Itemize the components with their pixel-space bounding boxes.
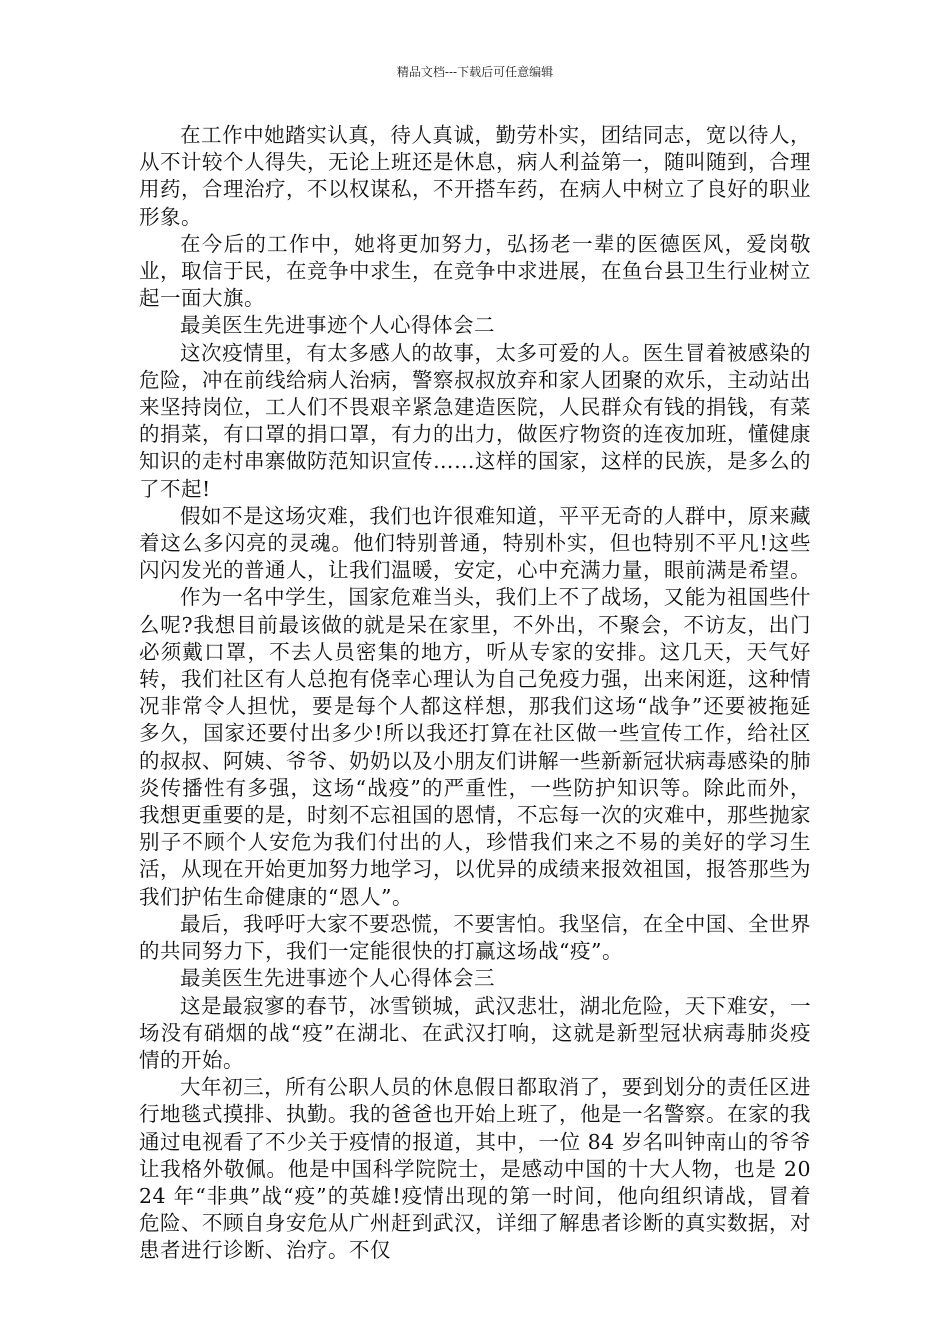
paragraph-zhong-nanshan: 大年初三，所有公职人员的休息假日都取消了，要到划分的责任区进行地毯式摸排、执勤。我的爸爸也开始上班了，他是一名警察。在家的我通过电视看了不少关于疫情的报道，其中，一位 84 岁名叫钟南山的爷爷让我格外敬佩。他是中国科学院院士，是感动中国的十大人物，也是 2024 年“非典”战“疫”的英雄!疫情出现的第一时间，他向组织请战，冒着危险、不顾自身安危从广州赶到武汉，详细了解患者诊断的真实数据，对患者进行诊断、治疗。不仅 bbox=[139, 1075, 811, 1263]
document-body bbox=[139, 122, 811, 1265]
paragraph-future-work: 在今后的工作中，她将更加努力，弘扬老一辈的医德医风，爱岗敬业，取信于民，在竞争中求生，在竞争中求进展，在鱼台县卫生行业树立起一面大旗。 bbox=[139, 231, 811, 311]
section-heading-two: 最美医生先进事迹个人心得体会二 bbox=[180, 313, 495, 338]
paragraph-ordinary-heroes: 假如不是这场灾难，我们也许很难知道，平平无奇的人群中，原来藏着这么多闪亮的灵魂。他们特别普通，特别朴实，但也特别不平凡!这些闪闪发光的普通人，让我们温暖，安定，心中充满力量，眼前满是希望。 bbox=[139, 503, 811, 583]
paragraph-work-attitude: 在工作中她踏实认真，待人真诚，勤劳朴实，团结同志，宽以待人，从不计较个人得失，无论上班还是休息，病人利益第一，随叫随到，合理用药，合理治疗，不以权谋私，不开搭车药，在病人中树立了良好的职业形象。 bbox=[139, 123, 811, 229]
section-heading-three: 最美医生先进事迹个人心得体会三 bbox=[180, 966, 495, 991]
paragraph-spring-festival: 这是最寂寥的春节，冰雪锁城，武汉悲壮，湖北危险，天下难安，一场没有硝烟的战“疫”在湖北、在武汉打响，这就是新型冠状病毒肺炎疫情的开始。 bbox=[139, 993, 811, 1072]
paragraph-appeal: 最后，我呼吁大家不要恐慌，不要害怕。我坚信，在全中国、全世界的共同努力下，我们一定能很快的打赢这场战“疫”。 bbox=[139, 911, 811, 964]
paragraph-student-role: 作为一名中学生，国家危难当头，我们上不了战场，又能为祖国些什么呢?我想目前最该做的就是呆在家里，不外出，不聚会，不访友，出门必须戴口罩，不去人员密集的地方，听从专家的安排。这几天，天气好转，我们社区有人总抱有侥幸心理认为自己免疫力强，出来闲逛，这种情况非常令人担忧，要是每个人都这样想，那我们这场“战争”还要被拖延多久，国家还要付出多少!所以我还打算在社区做一些宣传工作，给社区的叔叔、阿姨、爷爷、奶奶以及小朋友们讲解一些新新冠状病毒感染的肺炎传播性有多强，这场“战疫”的严重性，一些防护知识等。除此而外，我想更重要的是，时刻不忘祖国的恩情，不忘每一次的灾难中，那些抛家别子不顾个人安危为我们付出的人，珍惜我们来之不易的美好的学习生活，从现在开始更加努力地学习，以优异的成绩来报效祖国，报答那些为我们护佑生命健康的“恩人”。 bbox=[139, 585, 811, 909]
page-header: 精品文档---下载后可任意编辑 bbox=[396, 65, 554, 79]
paragraph-epidemic-stories: 这次疫情里，有太多感人的故事，太多可爱的人。医生冒着被感染的危险，冲在前线给病人治病，警察叔叔放弃和家人团聚的欢乐，主动站出来坚持岗位，工人们不畏艰辛紧急建造医院，人民群众有钱的捐钱，有菜的捐菜，有口罩的捐口罩，有力的出力，做医疗物资的连夜加班，懂健康知识的走村串寨做防范知识宣传……这样的国家，这样的民族，是多么的了不起! bbox=[139, 340, 811, 501]
